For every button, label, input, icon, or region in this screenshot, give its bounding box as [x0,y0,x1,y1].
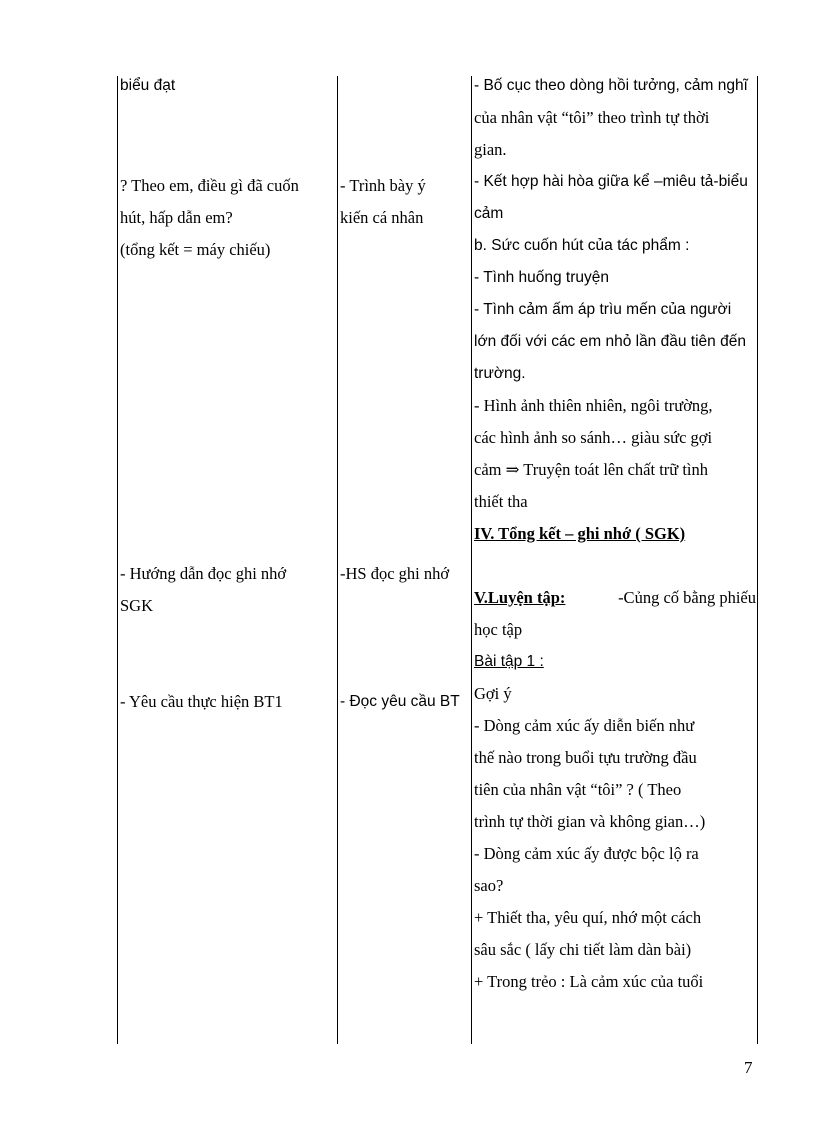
column-border-1 [337,76,338,1044]
teacher-text: - Yêu cầu thực hiện BT1 [120,692,283,711]
content-line: tiên của nhân vật “tôi” ? ( Theo [474,780,682,799]
section-heading-summary: IV. Tổng kết – ghi nhớ ( SGK) [474,524,686,543]
column-border-right [757,76,758,1044]
page-number: 7 [744,1058,753,1077]
content-line: gian. [474,140,507,159]
content-line [474,550,756,582]
content-line: + Trong trẻo : Là cảm xúc của tuổi [474,972,704,991]
student-cell-3 [340,686,468,718]
content-line: thế nào trong buổi tựu trường đầu [474,748,697,767]
content-line: - Kết hợp hài hòa giữa kể –miêu tả-biểu [474,173,748,190]
teacher-text: hút, hấp dẫn em? [120,208,233,227]
content-line: + Thiết tha, yêu quí, nhớ một cách [474,908,702,927]
teacher-cell-4 [120,686,334,718]
content-line: - Dòng cảm xúc ấy diễn biến như [474,716,695,735]
content-line: - Hình ảnh thiên nhiên, ngôi trường, [474,396,713,415]
teacher-cell-1 [120,70,334,102]
content-line: - Tình huống truyện [474,269,609,286]
content-line: Gợi ý [474,684,512,703]
content-line: sâu sắc ( lấy chi tiết làm dàn bài) [474,940,692,959]
exercise-heading: Bài tập 1 : [474,653,544,670]
content-line: học tập [474,620,523,639]
content-line: của nhân vật “tôi” theo trình tự thời [474,108,710,127]
student-cell-1 [340,170,468,234]
content-line: các hình ảnh so sánh… giàu sức gợi [474,428,713,447]
content-line: thiết tha [474,492,528,511]
content-cell [474,70,756,998]
column-border-2 [471,76,472,1044]
teacher-cell-2 [120,170,334,266]
content-line: cảm [474,205,504,222]
content-line [474,582,756,614]
student-text: - Trình bày ý [340,176,426,195]
teacher-text: - Hướng dẫn đọc ghi nhớ [120,564,287,583]
teacher-text: biểu đạt [120,77,176,94]
content-line: - Bố cục theo dòng hồi tưởng, cảm nghĩ [474,77,748,94]
content-line: lớn đối với các em nhỏ lần đầu tiên đến [474,333,746,350]
content-line: trình tự thời gian và không gian…) [474,812,706,831]
content-text: -Củng cố bằng phiếu [618,588,756,607]
teacher-cell-3 [120,558,334,622]
content-line: sao? [474,876,504,895]
column-border-left [117,76,118,1044]
content-line: cảm ⇒ Truyện toát lên chất trữ tình [474,460,709,479]
section-heading-practice: V.Luyện tập: [474,588,566,607]
content-line: - Tình cảm ấm áp trìu mến của người [474,301,732,318]
student-cell-2 [340,558,468,590]
teacher-text: (tổng kết = máy chiếu) [120,240,271,259]
teacher-text: ? Theo em, điều gì đã cuốn [120,176,299,195]
content-line: - Dòng cảm xúc ấy được bộc lộ ra [474,844,699,863]
student-text: -HS đọc ghi nhớ [340,564,450,583]
student-text: - Đọc yêu cầu BT [340,693,460,710]
content-line: trường. [474,365,526,382]
student-text: kiến cá nhân [340,208,424,227]
content-line: b. Sức cuốn hút của tác phẩm : [474,237,690,254]
teacher-text: SGK [120,596,154,615]
